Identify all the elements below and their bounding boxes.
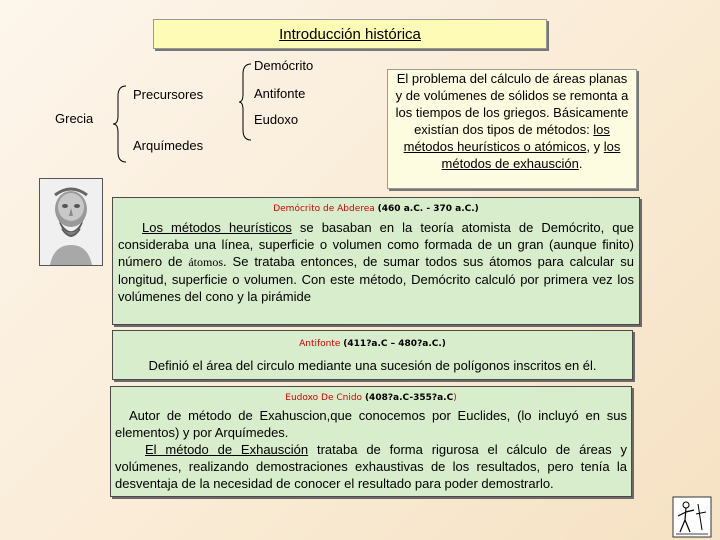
democrito-text-part1: se basaban en la teoría atomista de Demócrito, que consideraba una línea, superficie o volumen como formada de un gran (aunque finito) número de	[118, 220, 634, 269]
intro-link-heuristic[interactable]: los métodos heurísticos o atómicos	[403, 122, 610, 154]
eudoxo-dates-end: )	[453, 393, 457, 403]
tree-level2-antifonte: Antifonte	[254, 86, 306, 101]
page-title-text: Introducción histórica	[279, 25, 421, 43]
decorative-figure-icon	[672, 496, 712, 538]
intro-end: .	[578, 156, 583, 171]
democrito-dates: (460 a.C. - 370 a.C.)	[377, 204, 479, 214]
eudoxo-text1: Autor de método de Exahuscion,que conocemos por Euclides, (lo incluyó en sus elementos) y por Arquímedes.	[115, 408, 627, 440]
democrito-text	[118, 219, 634, 305]
eudoxo-text2	[115, 441, 627, 492]
antifonte-dates: (411?a.C – 480?a.C.)	[343, 339, 446, 349]
intro-link-exhaustion[interactable]: los métodos de exhausción	[441, 139, 621, 171]
eudoxo-box	[110, 386, 632, 497]
tree-level1-arquimedes: Arquímedes	[133, 138, 204, 153]
antifonte-name: Antifonte	[299, 339, 341, 349]
tree-root-label: Grecia	[55, 111, 94, 126]
democritus-portrait	[39, 178, 103, 266]
antifonte-text: Definió el área del circulo mediante una sucesión de polígonos inscritos en él.	[148, 358, 597, 373]
antifonte-heading	[113, 339, 632, 349]
democrito-text-part2: . Se trataba entonces, de sumar todos sus átomos para calcular su longitud, superficie o volumen. Con este método, Demócrito calculó por primera vez los volúmenes del cono y la pirámide	[118, 254, 635, 304]
intro-text: El problema del cálculo de áreas planas y de volúmenes de sólidos se remonta a los tiempos de los griegos. Básicamente existían dos tipos de métodos:	[395, 71, 629, 137]
left-brace	[112, 84, 130, 164]
tree-level2-democrito: Demócrito	[254, 58, 314, 73]
democrito-name: Demócrito de Abderea	[273, 204, 375, 214]
tree-level2-eudoxo: Eudoxo	[254, 112, 299, 127]
democrito-atomos: átomos	[188, 255, 224, 269]
page-title	[153, 19, 547, 49]
eudoxo-heading	[115, 393, 627, 403]
intro-box	[387, 69, 637, 189]
intro-separator: , y	[586, 139, 604, 154]
right-brace	[238, 62, 254, 142]
democrito-box	[112, 197, 640, 325]
eudoxo-text2-part: trataba de forma rigurosa el cálculo de áreas y volúmenes, realizando demostraciones exhaustivas de los resultados, pero tenía la desventaja de la necesidad de conocer el resultado para poder demostrarlo.	[115, 442, 627, 491]
eudoxo-dates: (408?a.C-355?a.C	[364, 393, 454, 403]
eudoxo-link[interactable]: El método de Exhausción	[145, 442, 309, 457]
democrito-link[interactable]: Los métodos heurísticos	[142, 220, 292, 235]
antifonte-box	[112, 330, 633, 380]
democrito-heading	[118, 204, 634, 214]
tree-level1-precursores: Precursores	[133, 87, 204, 102]
eudoxo-name: Eudoxo De Cnido	[285, 393, 363, 403]
